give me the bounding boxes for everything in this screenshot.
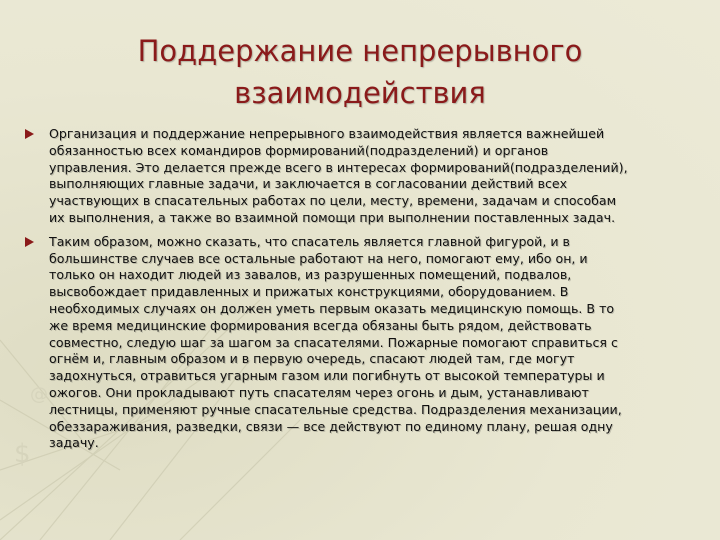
bullet-1-line: Организация и поддержание непрерывного взаимодействия является важнейшей xyxy=(49,126,605,141)
bullet-2-line: ожогов. Они прокладывают путь спасателям через огонь и дым, устанавливают xyxy=(49,384,589,400)
slide-title-line-2: взаимодействия xyxy=(234,76,486,110)
bullet-2-line: же время медицинские формирования всегда обязаны быть рядом, действовать xyxy=(49,317,592,333)
triangle-bullet-icon xyxy=(25,237,34,247)
bullet-2-line: совместно, следую шаг за шагом за спасателями. Пожарные помогают справиться с xyxy=(49,334,618,350)
bullet-2-line: необходимых случаях он должен уметь первым оказать медицинскую помощь. В то xyxy=(49,300,615,316)
bullet-1-line: выполняющих главные задачи, и заключается в согласовании действий всех xyxy=(49,176,568,192)
bullet-2-line: Таким образом, можно сказать, что спасатель является главной фигурой, и в xyxy=(49,233,570,249)
triangle-bullet-icon xyxy=(25,129,34,139)
bullet-2-line: огнём и, главным образом и в первую очередь, спасают людей там, где могут xyxy=(49,351,575,367)
bullet-1-line: управления. Это делается прежде всего в интересах формирований(подразделений), xyxy=(49,159,628,175)
bullet-1-line: обязанностью всех командиров формирований(подразделений) и органов xyxy=(49,142,549,158)
svg-text:$: $ xyxy=(14,439,31,469)
bullet-2-line: большинстве случаев все остальные работают на него, помогают ему, ибо он, и xyxy=(49,250,588,266)
bullet-1-line: участвующих в спасательных работах по цели, месту, времени, задачам и способам xyxy=(49,193,617,209)
bullet-1-line: их выполнения, а также во взаимной помощи при выполнении поставленных задач. xyxy=(49,209,616,225)
svg-text:@: @ xyxy=(30,384,48,405)
slide-body xyxy=(22,126,700,459)
slide-title-line-1: Поддержание непрерывного xyxy=(137,34,583,68)
bullet-2-line: только он находит людей из завалов, из разрушенных помещений, подвалов, xyxy=(49,267,572,283)
bullet-2-line: высвобождает придавленных и прижатых конструкциями, оборудованием. В xyxy=(49,284,569,300)
bullet-item-1 xyxy=(22,126,700,227)
slide-title xyxy=(60,30,660,114)
bullet-2-line: задохнуться, отравиться угарным газом или погибнуть от высокой температуры и xyxy=(49,368,605,384)
bullet-2-line: обеззараживания, разведки, связи — все действуют по единому плану, решая одну xyxy=(49,418,613,434)
bullet-2-line: задачу. xyxy=(49,435,99,451)
bullet-2-line: лестницы, применяют ручные спасательные средства. Подразделения механизации, xyxy=(49,401,622,417)
bullet-item-2 xyxy=(22,234,700,452)
